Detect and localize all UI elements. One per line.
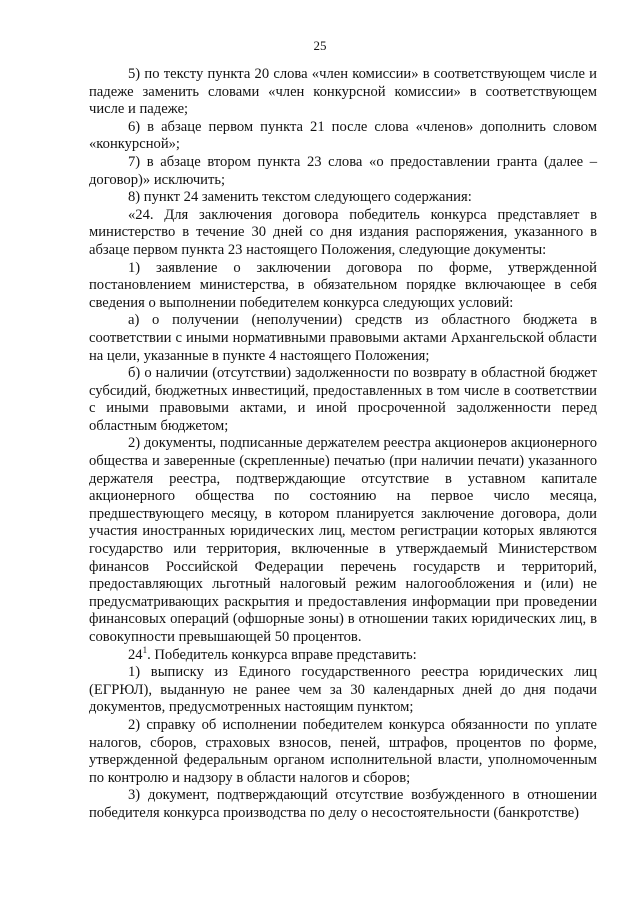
paragraph-item-7: 7) в абзаце втором пункта 23 слова «о предоставлении гранта (далее – договор)» исключить; <box>89 153 597 188</box>
paragraph-item-6: 6) в абзаце первом пункта 21 после слова «членов» дополнить словом «конкурсной»; <box>89 118 597 153</box>
document-body <box>89 66 597 823</box>
paragraph-clause-24-1 <box>89 644 597 665</box>
clause-superscript: 1 <box>142 644 148 655</box>
paragraph-clause-24-sub-b: б) о наличии (отсутствии) задолженности по возврату в областной бюджет субсидий, бюджетных инвестиций, предоставленных в том числе в соответствии с иными правовыми актами, и иной просроченной задолженности перед областным бюджетом; <box>89 365 597 434</box>
paragraph-clause-24-1-sub-2: 2) справку об исполнении победителем конкурса обязанности по уплате налогов, сборов, страховых взносов, пеней, штрафов, процентов по форме, утвержденной федеральным органом исполнительной власти, уполномоченным по контролю и надзору в области налогов и сборов; <box>89 716 597 786</box>
paragraph-clause-24-sub-a: а) о получении (неполучении) средств из областного бюджета в соответствии с иными нормативными правовыми актами Архангельской области на цели, указанные в пункте 4 настоящего Положения; <box>89 312 597 364</box>
paragraph-item-5: 5) по тексту пункта 20 слова «член комиссии» в соответствующем числе и падеже заменить словами «член конкурсной комиссии» в соответствующем числе и падеже; <box>89 66 597 118</box>
paragraph-clause-24-1-sub-1: 1) выписку из Единого государственного реестра юридических лиц (ЕГРЮЛ), выданную не ранее чем за 30 календарных дней до дня подачи документов, предусмотренных настоящим пунктом; <box>89 664 597 716</box>
page-number: 25 <box>313 38 327 53</box>
paragraph-clause-24: «24. Для заключения договора победитель конкурса представляет в министерство в течение 30 дней со дня издания распоряжения, указанного в абзаце первом пункта 23 настоящего Положения, следующие документы: <box>89 206 597 258</box>
paragraph-clause-24-sub-1: 1) заявление о заключении договора по форме, утвержденной постановлением министерства, в обязательном порядке включающее в себя сведения о выполнении победителем конкурса следующих условий: <box>89 259 597 311</box>
paragraph-clause-24-sub-2: 2) документы, подписанные держателем реестра акционеров акционерного общества и заверенные (скрепленные) печатью (при наличии печати) указанного держателя реестра, подтверждающие отсутствие в уставном капитале акционерного общества по состоянию на первое число месяца, предшествующего месяцу, в котором планируется заключение договора, доли участия иностранных юридических лиц, местом регистрации которых являются государство или территория, включенные в утверждаемый Министерством финансов Российской Федерации перечень государств и территорий, предоставляющих льготный налоговый режим налогообложения и (или) не предусматривающих раскрытия и предоставления информации при проведении финансовых операций (офшорные зоны) в отношении таких юридических лиц, в совокупности превышающей 50 процентов. <box>89 435 597 645</box>
clause-number: 24 <box>128 646 143 663</box>
paragraph-item-8: 8) пункт 24 заменить текстом следующего содержания: <box>128 189 472 206</box>
clause-text: . Победитель конкурса вправе представить: <box>147 646 417 663</box>
paragraph-clause-24-1-sub-3: 3) документ, подтверждающий отсутствие возбужденного в отношении победителя конкурса производства по делу о несостоятельности (банкротстве) <box>89 787 597 821</box>
